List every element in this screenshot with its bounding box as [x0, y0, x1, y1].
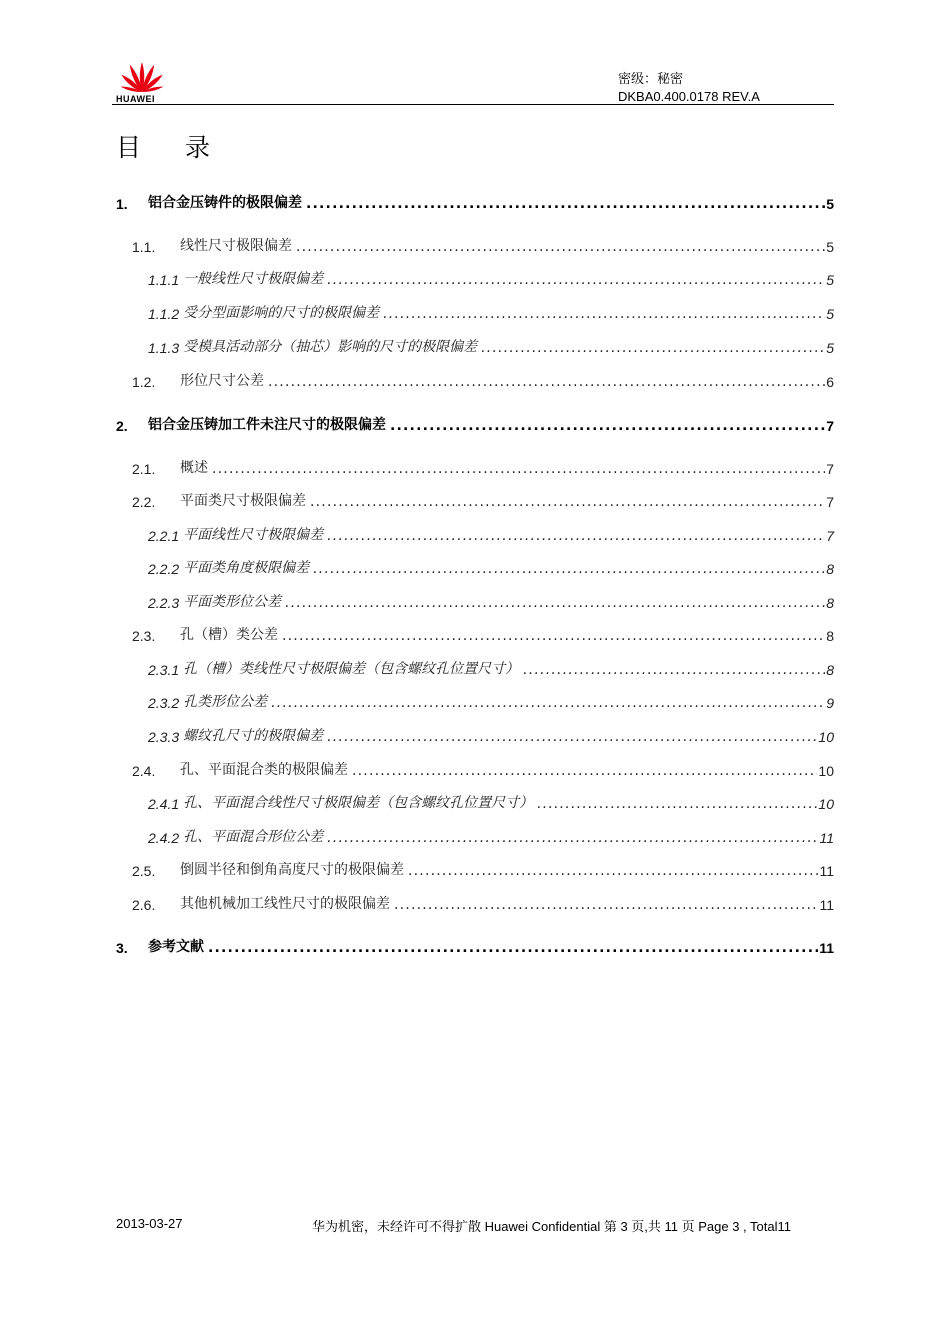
toc-entry-number: 2.2.2 [148, 561, 180, 577]
toc-entry-title: 受分型面影响的尺寸的极限偏差 [183, 305, 380, 321]
toc-title: 目 录 [116, 133, 228, 162]
toc-entry[interactable] [116, 192, 834, 212]
toc-entry-page: 11 [819, 940, 834, 956]
logo-wordmark: HUAWEI [116, 94, 155, 104]
toc-entry-number: 2. [116, 418, 128, 434]
toc-entry-page: 10 [818, 796, 834, 812]
toc-entry[interactable] [116, 624, 834, 644]
toc-entry-page: 5 [826, 196, 834, 212]
toc-entry[interactable] [116, 792, 834, 812]
toc-entry-title: 一般线性尺寸极限偏差 [183, 271, 324, 287]
toc-entry-title: 孔、平面混合线性尺寸极限偏差（包含螺纹孔位置尺寸） [183, 795, 534, 811]
toc-entry-number: 1.2. [132, 374, 156, 390]
toc-entry-number: 1.1.3 [148, 340, 180, 356]
toc-entry-page: 11 [819, 863, 834, 879]
toc-dot-leader [212, 461, 825, 477]
toc-entry-page: 5 [826, 272, 834, 288]
toc-entry-title: 其他机械加工线性尺寸的极限偏差 [180, 896, 390, 912]
toc-dot-leader [208, 940, 818, 956]
toc-entry[interactable] [116, 336, 834, 356]
toc-entry-number: 2.2.1 [148, 528, 180, 544]
toc-entry[interactable] [116, 826, 834, 846]
toc-entry-number: 2.4.1 [148, 796, 180, 812]
toc-entry-page: 8 [826, 561, 834, 577]
classification-label: 密级：秘密 [618, 71, 684, 86]
toc-entry[interactable] [116, 658, 834, 678]
toc-entry-page: 9 [826, 695, 834, 711]
toc-dot-leader [313, 561, 825, 577]
toc-dot-leader [481, 340, 825, 356]
toc-entry-title: 铝合金压铸加工件未注尺寸的极限偏差 [148, 417, 386, 433]
toc-entry-title: 孔、平面混合形位公差 [183, 829, 324, 845]
toc-entry-title: 概述 [180, 460, 208, 476]
toc-dot-leader [285, 595, 825, 611]
toc-entry-page: 7 [826, 528, 834, 544]
toc-entry-page: 11 [819, 830, 834, 846]
toc-entry-page: 5 [826, 239, 834, 255]
toc-entry-page: 7 [826, 461, 834, 477]
toc-entry[interactable] [116, 302, 834, 322]
toc-entry[interactable] [116, 725, 834, 745]
toc-dot-leader [296, 239, 825, 255]
toc-entry-number: 1.1.2 [148, 306, 180, 322]
toc-entry[interactable] [116, 591, 834, 611]
toc-dot-leader [327, 272, 825, 288]
toc-entry-page: 8 [826, 595, 834, 611]
toc-entry-title: 孔（槽）类线性尺寸极限偏差（包含螺纹孔位置尺寸） [183, 661, 520, 677]
toc-entry[interactable] [116, 759, 834, 779]
toc-entry[interactable] [116, 268, 834, 288]
toc-entry[interactable] [116, 557, 834, 577]
toc-entry-page: 7 [826, 494, 834, 510]
toc-entry[interactable] [116, 524, 834, 544]
toc-entry-number: 2.2.3 [148, 595, 180, 611]
toc-dot-leader [523, 662, 825, 678]
footer-confidential: 华为机密，未经许可不得扩散 Huawei Confidential 第 3 页,共 11 页 Page 3 , Total11 [312, 1219, 792, 1234]
toc-entry-number: 2.2. [132, 494, 156, 510]
toc-entry-page: 11 [819, 897, 834, 913]
toc-entry-page: 5 [826, 340, 834, 356]
toc-entry-number: 2.1. [132, 461, 156, 477]
toc-entry-number: 1.1. [132, 239, 156, 255]
toc-dot-leader [310, 494, 825, 510]
toc-entry-title: 平面类角度极限偏差 [183, 560, 310, 576]
toc-entry-title: 铝合金压铸件的极限偏差 [148, 195, 302, 211]
footer-date: 2013-03-27 [116, 1216, 183, 1231]
toc-dot-leader [282, 628, 825, 644]
toc-dot-leader [327, 528, 825, 544]
toc-entry-number: 2.4. [132, 763, 156, 779]
toc-dot-leader [327, 830, 818, 846]
toc-entry-number: 2.4.2 [148, 830, 180, 846]
toc-entry[interactable] [116, 859, 834, 879]
toc-entry-page: 6 [826, 374, 834, 390]
toc-entry[interactable] [116, 370, 834, 390]
toc-entry[interactable] [116, 936, 834, 956]
toc-dot-leader [327, 729, 817, 745]
toc-dot-leader [306, 196, 825, 212]
toc-entry-title: 线性尺寸极限偏差 [180, 238, 292, 254]
toc-entry[interactable] [116, 490, 834, 510]
toc-entry-title: 平面类尺寸极限偏差 [180, 493, 306, 509]
toc-entry-page: 8 [826, 662, 834, 678]
toc-entry-title: 孔类形位公差 [183, 694, 268, 710]
toc-entry[interactable] [116, 414, 834, 434]
toc-entry-number: 1. [116, 196, 128, 212]
toc-entry-number: 3. [116, 940, 128, 956]
toc-entry[interactable] [116, 691, 834, 711]
toc-dot-leader [268, 374, 825, 390]
toc-entry-title: 倒圆半径和倒角高度尺寸的极限偏差 [180, 862, 404, 878]
toc-dot-leader [271, 695, 825, 711]
toc-dot-leader [383, 306, 825, 322]
toc-entry-number: 2.3.2 [148, 695, 180, 711]
toc-entry-number: 2.3. [132, 628, 156, 644]
toc-entry-number: 2.6. [132, 897, 156, 913]
toc-entry-title: 孔（槽）类公差 [180, 627, 278, 643]
toc-dot-leader [352, 763, 817, 779]
toc-entry-title: 螺纹孔尺寸的极限偏差 [183, 728, 324, 744]
toc-entry-title: 参考文献 [148, 939, 204, 955]
toc-entry-number: 2.3.3 [148, 729, 180, 745]
toc-entry-number: 2.5. [132, 863, 156, 879]
toc-entry-title: 平面类形位公差 [183, 594, 282, 610]
toc-entry[interactable] [116, 457, 834, 477]
toc-entry-title: 受模具活动部分（抽芯）影响的尺寸的极限偏差 [183, 339, 478, 355]
document-header-info [618, 70, 760, 106]
toc-entry-page: 10 [818, 763, 834, 779]
toc-dot-leader [394, 897, 818, 913]
toc-dot-leader [537, 796, 817, 812]
toc-entry-title: 平面线性尺寸极限偏差 [183, 527, 324, 543]
toc-entry-page: 5 [826, 306, 834, 322]
toc-entry-number: 2.3.1 [148, 662, 180, 678]
document-number: DKBA0.400.0178 REV.A [618, 89, 760, 104]
toc-entry-title: 孔、平面混合类的极限偏差 [180, 762, 348, 778]
toc-entry-page: 8 [826, 628, 834, 644]
toc-entry-number: 1.1.1 [148, 272, 180, 288]
toc-entry[interactable] [116, 893, 834, 913]
toc-entry-page: 7 [826, 418, 834, 434]
toc-entry[interactable] [116, 235, 834, 255]
toc-dot-leader [390, 418, 825, 434]
toc-entry-title: 形位尺寸公差 [180, 373, 264, 389]
toc-entry-page: 10 [818, 729, 834, 745]
toc-dot-leader [408, 863, 818, 879]
header-divider [112, 104, 834, 105]
